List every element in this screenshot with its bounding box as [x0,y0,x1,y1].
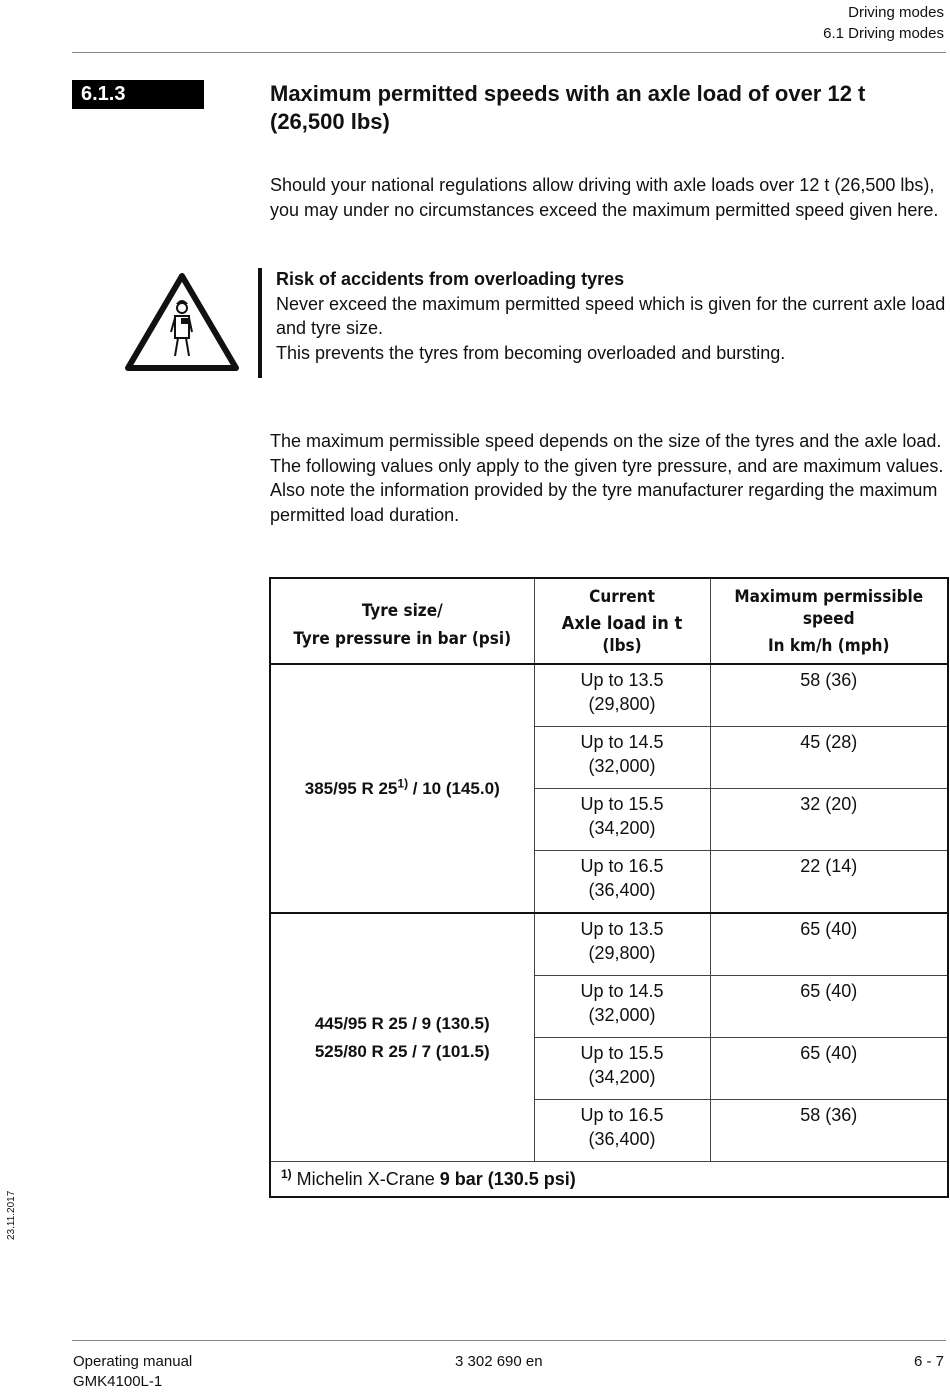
section-title: Maximum permitted speeds with an axle load of over 12 t (26,500 lbs) [270,81,866,134]
footer-divider [72,1340,946,1341]
body-paragraph: The maximum permissible speed depends on the size of the tyres and the axle load. The following values only apply to the given tyre pressure, and are maximum values. Also note the information provided by the tyre manufacturer regarding the maximum permitted load duration. [270,431,944,525]
tyre-size-cell-2 [270,913,534,1162]
axle-load-lbs: (32,000) [588,756,656,776]
axle-load-lbs: (29,800) [588,943,656,963]
warning-bar [258,268,262,378]
footnote-ref: 1) [397,775,409,790]
warning-line-1: Never exceed the maximum permitted speed which is given for the current axle load and tyre size. [276,293,946,338]
footer-manual: Operating manual [73,1353,193,1370]
axle-load-cell [534,789,710,851]
tyre-pressure-1: / 10 (145.0) [408,778,500,798]
axle-load-lbs: (34,200) [588,1067,656,1087]
warning-person-icon [124,272,240,374]
axle-load-lbs: (36,400) [588,880,656,900]
footer-model: GMK4100L-1 [73,1373,163,1390]
speed-cell: 65 (40) [710,913,948,976]
axle-load-lbs: (29,800) [588,694,656,714]
footnote-marker: 1) [281,1167,292,1181]
speed-cell: 22 (14) [710,851,948,914]
speed-table [269,577,947,1198]
axle-load-cell [534,1038,710,1100]
tyre-size-2a: 445/95 R 25 / 9 (130.5) [314,1013,490,1033]
table-footnote [270,1162,948,1198]
tyre-size-cell-1 [270,664,534,913]
speed-cell: 32 (20) [710,789,948,851]
header-tyre-size-line1: Tyre size/ [361,601,443,621]
header-axle-load-line2: Axle load in t [561,612,683,634]
speed-cell: 45 (28) [710,727,948,789]
axle-load-lbs: (32,000) [588,1005,656,1025]
speed-cell: 58 (36) [710,664,948,727]
axle-load-t: Up to 14.5 [580,981,664,1001]
axle-load-cell [534,976,710,1038]
header-chapter: Driving modes [848,4,944,21]
axle-load-cell [534,851,710,914]
axle-load-lbs: (34,200) [588,818,656,838]
axle-load-t: Up to 13.5 [580,670,664,690]
axle-load-cell [534,1100,710,1162]
axle-load-cell [534,727,710,789]
header-axle-load-line3: (lbs) [602,635,642,656]
page-header [823,2,944,44]
section-number: 6.1.3 [72,80,204,109]
axle-load-t: Up to 16.5 [580,856,664,876]
tyre-size-1: 385/95 R 25 [304,778,398,798]
axle-load-t: Up to 16.5 [580,1105,664,1125]
footer-page-number: 6 - 7 [913,1353,944,1370]
header-max-speed-line1: Maximum permissible speed [734,586,924,629]
table-row [270,913,948,976]
axle-load-lbs: (36,400) [588,1129,656,1149]
table-header-row [270,578,948,664]
header-max-speed-line2: In km/h (mph) [767,635,890,656]
table-footnote-row [270,1162,948,1198]
footer-left [73,1352,192,1392]
header-tyre-size-line2: Tyre pressure in bar (psi) [293,629,512,649]
axle-load-t: Up to 14.5 [580,732,664,752]
footnote-text: Michelin X-Crane [291,1169,440,1189]
axle-load-t: Up to 15.5 [580,794,664,814]
speed-cell: 65 (40) [710,1038,948,1100]
axle-load-cell [534,664,710,727]
speed-cell: 65 (40) [710,976,948,1038]
warning-block [276,267,948,365]
side-date: 23.11.2017 [6,1190,17,1240]
intro-paragraph: Should your national regulations allow driving with axle loads over 12 t (26,500 lbs), you may under no circumstances exceed the maximum permitted speed given here. [270,175,939,220]
tyre-size-2b: 525/80 R 25 / 7 (101.5) [314,1041,490,1061]
table-row [270,664,948,727]
axle-load-t: Up to 13.5 [580,919,664,939]
header-divider [72,52,946,53]
warning-line-2: This prevents the tyres from becoming overloaded and bursting. [276,342,786,363]
warning-title: Risk of accidents from overloading tyres [276,269,625,289]
footer-doc-number: 3 302 690 en [455,1353,543,1370]
header-axle-load-line1: Current [589,586,655,607]
header-max-speed [710,578,948,664]
axle-load-cell [534,913,710,976]
footnote-pressure: 9 bar (130.5 psi) [439,1169,576,1189]
axle-load-t: Up to 15.5 [580,1043,664,1063]
speed-cell: 58 (36) [710,1100,948,1162]
header-axle-load [534,578,710,664]
header-tyre-size [270,578,534,664]
header-section: 6.1 Driving modes [823,25,944,42]
